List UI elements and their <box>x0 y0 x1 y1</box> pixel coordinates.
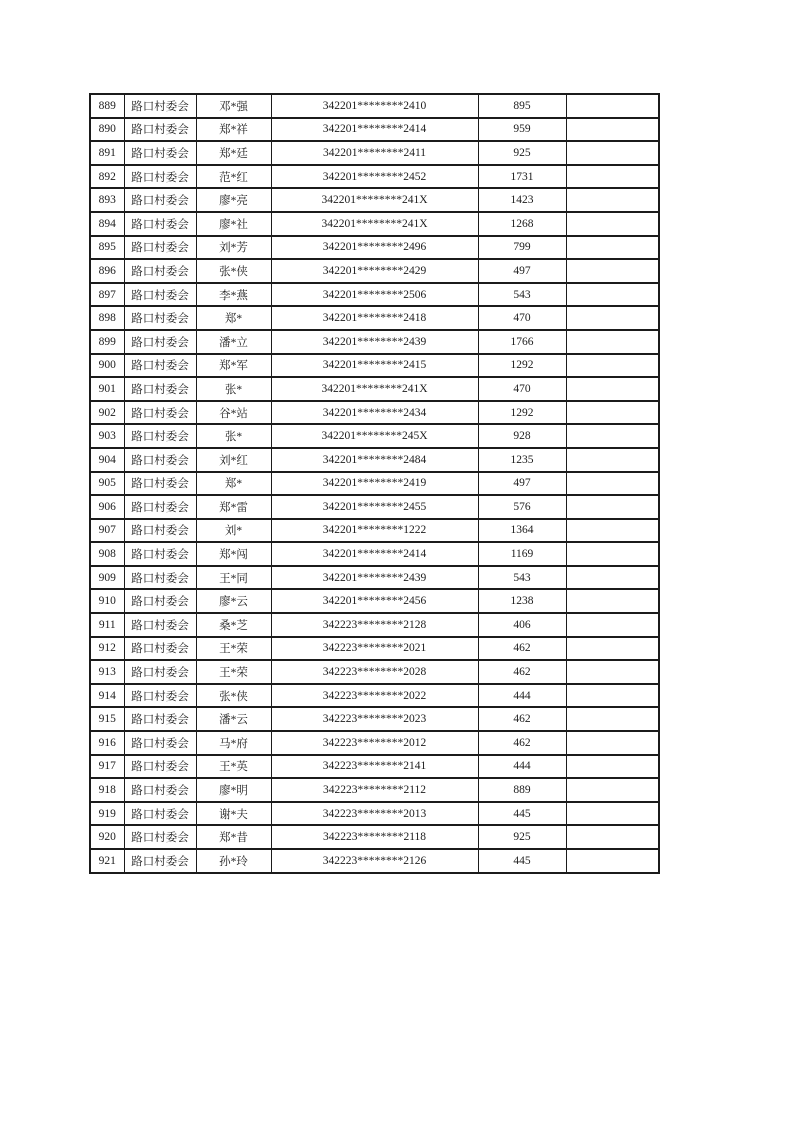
amount-cell: 543 <box>478 566 566 590</box>
serial-number-cell: 898 <box>90 306 124 330</box>
amount-cell: 928 <box>478 424 566 448</box>
note-cell <box>566 472 659 496</box>
id-number-cell: 342201********2439 <box>271 330 478 354</box>
amount-cell: 1292 <box>478 354 566 378</box>
table-row <box>90 542 659 566</box>
org-cell: 路口村委会 <box>124 118 196 142</box>
table-row <box>90 731 659 755</box>
org-cell: 路口村委会 <box>124 354 196 378</box>
person-name-cell: 刘* <box>196 519 271 543</box>
amount-cell: 1235 <box>478 448 566 472</box>
person-name-cell: 马*府 <box>196 731 271 755</box>
id-number-cell: 342223********2012 <box>271 731 478 755</box>
amount-cell: 444 <box>478 684 566 708</box>
serial-number-cell: 899 <box>90 330 124 354</box>
id-number-cell: 342201********2418 <box>271 306 478 330</box>
person-name-cell: 王*英 <box>196 755 271 779</box>
serial-number-cell: 897 <box>90 283 124 307</box>
person-name-cell: 范*红 <box>196 165 271 189</box>
org-cell: 路口村委会 <box>124 755 196 779</box>
amount-cell: 1268 <box>478 212 566 236</box>
amount-cell: 543 <box>478 283 566 307</box>
table-row <box>90 707 659 731</box>
serial-number-cell: 905 <box>90 472 124 496</box>
id-number-cell: 342201********241X <box>271 377 478 401</box>
id-number-cell: 342223********2023 <box>271 707 478 731</box>
org-cell: 路口村委会 <box>124 802 196 826</box>
amount-cell: 462 <box>478 707 566 731</box>
org-cell: 路口村委会 <box>124 236 196 260</box>
person-name-cell: 刘*芳 <box>196 236 271 260</box>
table-row <box>90 118 659 142</box>
org-cell: 路口村委会 <box>124 377 196 401</box>
org-cell: 路口村委会 <box>124 188 196 212</box>
table-row <box>90 566 659 590</box>
note-cell <box>566 849 659 873</box>
note-cell <box>566 377 659 401</box>
serial-number-cell: 890 <box>90 118 124 142</box>
table-row <box>90 684 659 708</box>
serial-number-cell: 889 <box>90 94 124 118</box>
amount-cell: 895 <box>478 94 566 118</box>
id-number-cell: 342223********2118 <box>271 825 478 849</box>
note-cell <box>566 613 659 637</box>
note-cell <box>566 495 659 519</box>
serial-number-cell: 912 <box>90 637 124 661</box>
note-cell <box>566 236 659 260</box>
id-number-cell: 342201********2456 <box>271 589 478 613</box>
serial-number-cell: 921 <box>90 849 124 873</box>
org-cell: 路口村委会 <box>124 684 196 708</box>
amount-cell: 445 <box>478 802 566 826</box>
note-cell <box>566 354 659 378</box>
org-cell: 路口村委会 <box>124 778 196 802</box>
person-name-cell: 郑*雷 <box>196 495 271 519</box>
table-row <box>90 188 659 212</box>
table-row <box>90 377 659 401</box>
person-name-cell: 张*侠 <box>196 684 271 708</box>
person-name-cell: 郑*军 <box>196 354 271 378</box>
amount-cell: 445 <box>478 849 566 873</box>
id-number-cell: 342201********2506 <box>271 283 478 307</box>
note-cell <box>566 637 659 661</box>
org-cell: 路口村委会 <box>124 259 196 283</box>
id-number-cell: 342201********2419 <box>271 472 478 496</box>
org-cell: 路口村委会 <box>124 707 196 731</box>
person-name-cell: 张* <box>196 424 271 448</box>
id-number-cell: 342201********2484 <box>271 448 478 472</box>
org-cell: 路口村委会 <box>124 589 196 613</box>
id-number-cell: 342223********2022 <box>271 684 478 708</box>
note-cell <box>566 306 659 330</box>
org-cell: 路口村委会 <box>124 330 196 354</box>
serial-number-cell: 894 <box>90 212 124 236</box>
table-row <box>90 849 659 873</box>
table-row <box>90 212 659 236</box>
id-number-cell: 342223********2013 <box>271 802 478 826</box>
table-row <box>90 495 659 519</box>
note-cell <box>566 755 659 779</box>
amount-cell: 462 <box>478 637 566 661</box>
org-cell: 路口村委会 <box>124 849 196 873</box>
amount-cell: 1731 <box>478 165 566 189</box>
id-number-cell: 342223********2028 <box>271 660 478 684</box>
table-row <box>90 802 659 826</box>
note-cell <box>566 141 659 165</box>
org-cell: 路口村委会 <box>124 613 196 637</box>
org-cell: 路口村委会 <box>124 731 196 755</box>
amount-cell: 1292 <box>478 401 566 425</box>
person-name-cell: 张*侠 <box>196 259 271 283</box>
serial-number-cell: 914 <box>90 684 124 708</box>
table-row <box>90 637 659 661</box>
person-name-cell: 孙*玲 <box>196 849 271 873</box>
note-cell <box>566 542 659 566</box>
note-cell <box>566 825 659 849</box>
amount-cell: 925 <box>478 141 566 165</box>
serial-number-cell: 902 <box>90 401 124 425</box>
amount-cell: 576 <box>478 495 566 519</box>
note-cell <box>566 566 659 590</box>
amount-cell: 497 <box>478 472 566 496</box>
note-cell <box>566 212 659 236</box>
id-number-cell: 342201********2452 <box>271 165 478 189</box>
id-number-cell: 342201********2429 <box>271 259 478 283</box>
serial-number-cell: 892 <box>90 165 124 189</box>
note-cell <box>566 589 659 613</box>
note-cell <box>566 448 659 472</box>
amount-cell: 1423 <box>478 188 566 212</box>
person-name-cell: 郑* <box>196 306 271 330</box>
note-cell <box>566 424 659 448</box>
amount-cell: 462 <box>478 731 566 755</box>
person-name-cell: 郑* <box>196 472 271 496</box>
serial-number-cell: 913 <box>90 660 124 684</box>
note-cell <box>566 259 659 283</box>
amount-cell: 462 <box>478 660 566 684</box>
serial-number-cell: 904 <box>90 448 124 472</box>
serial-number-cell: 901 <box>90 377 124 401</box>
amount-cell: 889 <box>478 778 566 802</box>
person-name-cell: 李*燕 <box>196 283 271 307</box>
org-cell: 路口村委会 <box>124 660 196 684</box>
serial-number-cell: 896 <box>90 259 124 283</box>
person-name-cell: 潘*云 <box>196 707 271 731</box>
serial-number-cell: 895 <box>90 236 124 260</box>
org-cell: 路口村委会 <box>124 448 196 472</box>
serial-number-cell: 891 <box>90 141 124 165</box>
id-number-cell: 342201********2455 <box>271 495 478 519</box>
id-number-cell: 342223********2141 <box>271 755 478 779</box>
id-number-cell: 342201********2415 <box>271 354 478 378</box>
id-number-cell: 342223********2021 <box>271 637 478 661</box>
table-row <box>90 613 659 637</box>
note-cell <box>566 330 659 354</box>
note-cell <box>566 519 659 543</box>
table-row <box>90 401 659 425</box>
person-name-cell: 廖*社 <box>196 212 271 236</box>
note-cell <box>566 660 659 684</box>
id-number-cell: 342223********2112 <box>271 778 478 802</box>
person-name-cell: 王*同 <box>196 566 271 590</box>
org-cell: 路口村委会 <box>124 472 196 496</box>
table-row <box>90 448 659 472</box>
org-cell: 路口村委会 <box>124 566 196 590</box>
note-cell <box>566 188 659 212</box>
amount-cell: 799 <box>478 236 566 260</box>
id-number-cell: 342223********2128 <box>271 613 478 637</box>
note-cell <box>566 707 659 731</box>
table-row <box>90 825 659 849</box>
amount-cell: 497 <box>478 259 566 283</box>
table-row <box>90 519 659 543</box>
note-cell <box>566 94 659 118</box>
serial-number-cell: 916 <box>90 731 124 755</box>
serial-number-cell: 920 <box>90 825 124 849</box>
person-name-cell: 邓*强 <box>196 94 271 118</box>
table-row <box>90 755 659 779</box>
amount-cell: 1364 <box>478 519 566 543</box>
person-name-cell: 廖*明 <box>196 778 271 802</box>
person-name-cell: 郑*廷 <box>196 141 271 165</box>
table-row <box>90 589 659 613</box>
person-name-cell: 张* <box>196 377 271 401</box>
table-row <box>90 165 659 189</box>
org-cell: 路口村委会 <box>124 141 196 165</box>
id-number-cell: 342201********245X <box>271 424 478 448</box>
table-row <box>90 354 659 378</box>
serial-number-cell: 909 <box>90 566 124 590</box>
amount-cell: 470 <box>478 306 566 330</box>
person-name-cell: 郑*祥 <box>196 118 271 142</box>
note-cell <box>566 684 659 708</box>
amount-cell: 1169 <box>478 542 566 566</box>
serial-number-cell: 918 <box>90 778 124 802</box>
serial-number-cell: 903 <box>90 424 124 448</box>
amount-cell: 406 <box>478 613 566 637</box>
table-row <box>90 141 659 165</box>
id-number-cell: 342201********2414 <box>271 542 478 566</box>
id-number-cell: 342201********241X <box>271 188 478 212</box>
note-cell <box>566 401 659 425</box>
amount-cell: 925 <box>478 825 566 849</box>
table-row <box>90 94 659 118</box>
org-cell: 路口村委会 <box>124 495 196 519</box>
amount-cell: 959 <box>478 118 566 142</box>
serial-number-cell: 910 <box>90 589 124 613</box>
person-name-cell: 刘*红 <box>196 448 271 472</box>
person-name-cell: 桑*芝 <box>196 613 271 637</box>
table-row <box>90 778 659 802</box>
records-table-body <box>90 94 659 873</box>
table-row <box>90 259 659 283</box>
note-cell <box>566 165 659 189</box>
org-cell: 路口村委会 <box>124 283 196 307</box>
amount-cell: 1766 <box>478 330 566 354</box>
org-cell: 路口村委会 <box>124 212 196 236</box>
person-name-cell: 廖*云 <box>196 589 271 613</box>
note-cell <box>566 283 659 307</box>
id-number-cell: 342201********1222 <box>271 519 478 543</box>
org-cell: 路口村委会 <box>124 94 196 118</box>
person-name-cell: 王*荣 <box>196 660 271 684</box>
org-cell: 路口村委会 <box>124 424 196 448</box>
records-table <box>89 93 660 874</box>
serial-number-cell: 908 <box>90 542 124 566</box>
org-cell: 路口村委会 <box>124 637 196 661</box>
id-number-cell: 342201********2439 <box>271 566 478 590</box>
org-cell: 路口村委会 <box>124 306 196 330</box>
serial-number-cell: 893 <box>90 188 124 212</box>
table-row <box>90 424 659 448</box>
org-cell: 路口村委会 <box>124 401 196 425</box>
id-number-cell: 342201********241X <box>271 212 478 236</box>
serial-number-cell: 919 <box>90 802 124 826</box>
note-cell <box>566 778 659 802</box>
person-name-cell: 王*荣 <box>196 637 271 661</box>
id-number-cell: 342201********2414 <box>271 118 478 142</box>
table-row <box>90 306 659 330</box>
person-name-cell: 廖*亮 <box>196 188 271 212</box>
person-name-cell: 郑*闯 <box>196 542 271 566</box>
table-row <box>90 236 659 260</box>
person-name-cell: 谷*站 <box>196 401 271 425</box>
org-cell: 路口村委会 <box>124 542 196 566</box>
serial-number-cell: 917 <box>90 755 124 779</box>
person-name-cell: 潘*立 <box>196 330 271 354</box>
amount-cell: 444 <box>478 755 566 779</box>
serial-number-cell: 907 <box>90 519 124 543</box>
note-cell <box>566 731 659 755</box>
serial-number-cell: 900 <box>90 354 124 378</box>
serial-number-cell: 911 <box>90 613 124 637</box>
amount-cell: 470 <box>478 377 566 401</box>
serial-number-cell: 915 <box>90 707 124 731</box>
table-row <box>90 660 659 684</box>
id-number-cell: 342201********2410 <box>271 94 478 118</box>
note-cell <box>566 118 659 142</box>
table-row <box>90 472 659 496</box>
id-number-cell: 342223********2126 <box>271 849 478 873</box>
table-row <box>90 283 659 307</box>
id-number-cell: 342201********2496 <box>271 236 478 260</box>
id-number-cell: 342201********2411 <box>271 141 478 165</box>
amount-cell: 1238 <box>478 589 566 613</box>
person-name-cell: 谢*夫 <box>196 802 271 826</box>
org-cell: 路口村委会 <box>124 825 196 849</box>
org-cell: 路口村委会 <box>124 519 196 543</box>
serial-number-cell: 906 <box>90 495 124 519</box>
person-name-cell: 郑*昔 <box>196 825 271 849</box>
table-row <box>90 330 659 354</box>
note-cell <box>566 802 659 826</box>
org-cell: 路口村委会 <box>124 165 196 189</box>
id-number-cell: 342201********2434 <box>271 401 478 425</box>
